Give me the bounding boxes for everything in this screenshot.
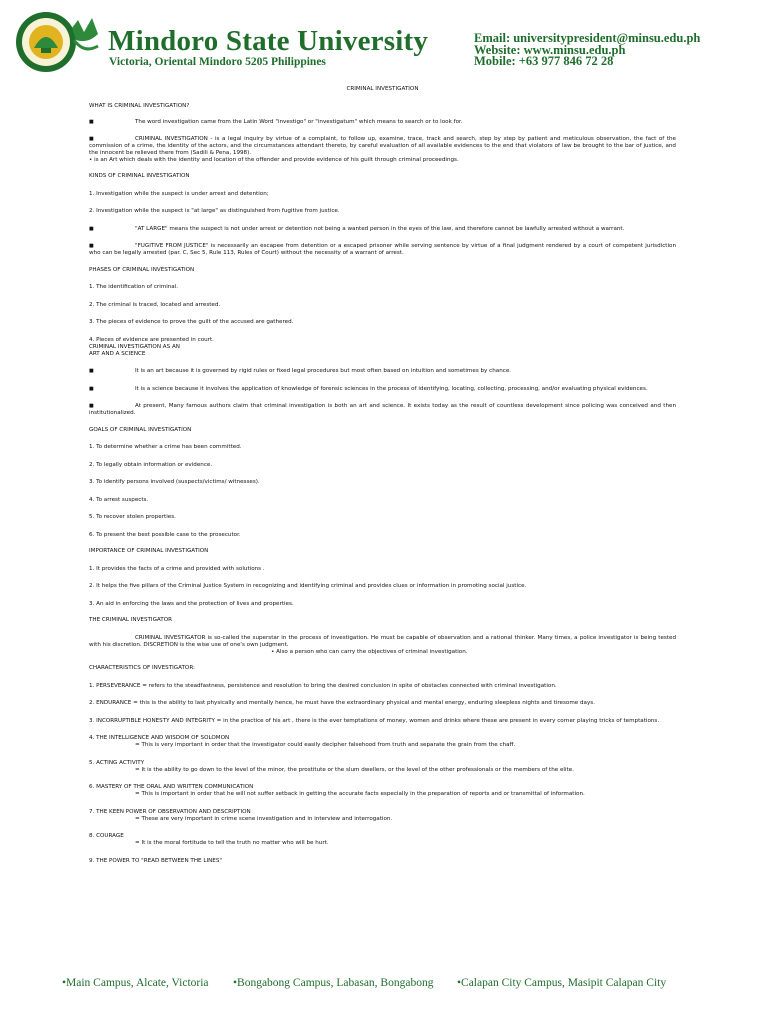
square-bullet-icon xyxy=(89,403,135,410)
list-item: 2. It helps the five pillars of the Criminal Justice System in recognizing and identifying criminal and provides clues or information in promoting social justice. xyxy=(89,583,527,589)
contact-block xyxy=(474,33,700,68)
list-item: 2. To legally obtain information or evidence. xyxy=(89,461,213,468)
paragraph xyxy=(89,635,676,649)
section-heading: GOALS OF CRIMINAL INVESTIGATION xyxy=(89,426,192,433)
document-body xyxy=(89,85,676,865)
contact-mobile: Mobile: +63 977 846 72 28 xyxy=(474,54,614,68)
university-seal-logo xyxy=(14,10,102,74)
square-bullet-icon xyxy=(89,136,135,143)
section-heading: WHAT IS CRIMINAL INVESTIGATION? xyxy=(89,102,190,109)
section-heading: PHASES OF CRIMINAL INVESTIGATION xyxy=(89,266,195,273)
list-item: 1. Investigation while the suspect is under arrest and detention; xyxy=(89,190,269,197)
list-item-detail: = It is the ability to go down to the level of the minor, the prostitute or the slum dwellers, or the level of the other professionals or the members of the elite. xyxy=(135,766,574,773)
section-heading: KINDS OF CRIMINAL INVESTIGATION xyxy=(89,173,190,179)
list-item: 5. To recover stolen properties. xyxy=(89,514,176,520)
square-bullet-icon xyxy=(89,226,135,233)
section-heading: THE CRIMINAL INVESTIGATOR xyxy=(89,617,173,623)
square-bullet-icon xyxy=(89,386,135,393)
section-heading: IMPORTANCE OF CRIMINAL INVESTIGATION xyxy=(89,548,209,554)
campus-footer xyxy=(0,977,768,991)
list-item: 8. COURAGE xyxy=(89,833,124,839)
list-item: 4. THE INTELLIGENCE AND WISDOM OF SOLOMON xyxy=(89,735,230,741)
list-item: 3. INCORRUPTIBLE HONESTY AND INTEGRITY = in the practice of his art , there is the ever temptations of money, women and drinks where these are present in every corner playing tricks of temptations. xyxy=(89,717,660,724)
paragraph-text: At present, Many famous authors claim that criminal investigation is both an art and science. It exists today as the result of countless development since policing was conceived and then institutionalized. xyxy=(89,403,676,416)
list-item: 5. ACTING ACTIVITY xyxy=(89,759,145,766)
list-item: 1. To determine whether a crime has been committed. xyxy=(89,444,242,450)
university-address: Victoria, Oriental Mindoro 5205 Philippines xyxy=(109,56,326,68)
paragraph-text: It is a science because it involves the application of knowledge of forensic sciences in the process of identifying, locating, collecting, processing, and/or evaluating physical evidences. xyxy=(135,385,648,392)
list-item-detail: = These are very important in crime scene investigation and in interview and interrogation. xyxy=(135,815,393,822)
campus-bongabong: •Bongabong Campus, Labasan, Bongabong xyxy=(233,977,434,989)
paragraph-text: The word investigation came from the Latin Word "investigo" or "investigatum" which means to search or to look for. xyxy=(135,119,463,125)
list-item: 2. The criminal is traced, located and arrested. xyxy=(89,301,221,308)
campus-main: •Main Campus, Alcate, Victoria xyxy=(62,977,209,989)
list-item: 2. Investigation while the suspect is "at large" as distinguished from fugitive from justice. xyxy=(89,208,340,214)
list-item: 3. An aid in enforcing the laws and the protection of lives and properties. xyxy=(89,600,294,607)
campus-calapan: •Calapan City Campus, Masipit Calapan City xyxy=(457,977,667,989)
square-bullet-icon xyxy=(89,243,135,250)
bullet-paragraph xyxy=(89,368,676,375)
list-item: 4. To arrest suspects. xyxy=(89,496,149,503)
list-item: 7. THE KEEN POWER OF OBSERVATION AND DESCRIPTION xyxy=(89,808,251,815)
bullet-paragraph xyxy=(89,403,676,417)
list-item-detail: = This is important in order that he will not suffer setback in getting the accurate facts especially in the preparation of reports and or transmittal of information. xyxy=(135,791,585,797)
section-heading: CHARACTERISTICS OF INVESTIGATOR: xyxy=(89,665,195,671)
paragraph-text: CRIMINAL INVESTIGATOR is so-called the superstar in the process of investigation. He must be capable of observation and a rational thinker. Many times, a police investigator is being tested with his discretion. DISCRETION is the wise use of one's own judgment. xyxy=(89,634,676,648)
paragraph: • is an Art which deals with the identity and location of the offender and provide evidence of his guilt through criminal proceedings. xyxy=(89,156,459,163)
contact-email: Email: universitypresident@minsu.edu.ph xyxy=(474,31,701,45)
contact-website: Website: www.minsu.edu.ph xyxy=(474,42,626,57)
bullet-paragraph xyxy=(89,386,676,393)
square-bullet-icon xyxy=(89,368,135,375)
bullet-paragraph xyxy=(89,119,676,126)
document-title: CRIMINAL INVESTIGATION xyxy=(346,86,419,92)
list-item: • Also a person who can carry the objectives of criminal investigation. xyxy=(271,648,468,655)
paragraph-text: "FUGITIVE FROM JUSTICE" is necessarily an escapee from detention or a escaped prisoner while serving sentence by virtue of a final judgment rendered by a court of competent jurisdiction who can be legally arrested (par. C, Sec 5, Rule 113, Rules of Court) without the necessity of a warrant of arrest. xyxy=(89,243,676,256)
list-item: 3. To identify persons involved (suspects/victims/ witnesses). xyxy=(89,479,260,485)
letterhead xyxy=(0,0,768,84)
section-heading: ART AND A SCIENCE xyxy=(89,350,146,357)
section-heading: CRIMINAL INVESTIGATION AS AN xyxy=(89,343,180,350)
list-item: 6. MASTERY OF THE ORAL AND WRITTEN COMMUNICATION xyxy=(89,784,254,790)
bullet-paragraph xyxy=(89,243,676,257)
list-item: 1. PERSEVERANCE = refers to the steadfastness, persistence and resolution to bring the desired conclusion in spite of obstacles connected with criminal investigation. xyxy=(89,682,557,689)
list-item: 6. To present the best possible case to the prosecutor. xyxy=(89,531,241,538)
list-item-detail: = It is the moral fortitude to tell the truth no matter who will be hurt. xyxy=(135,840,329,846)
paragraph-text: "AT LARGE" means the suspect is not under arrest or detention not being a wanted person in the eyes of the law, and therefore cannot be lawfully arrested without a warrant. xyxy=(135,225,625,232)
paragraph-text: It is an art because it is governed by rigid rules or fixed legal procedures but most often based on intuition and sometimes by chance. xyxy=(135,368,512,374)
list-item: 1. It provides the facts of a crime and provided with solutions . xyxy=(89,565,265,572)
list-item: 3. The pieces of evidence to prove the guilt of the accused are gathered. xyxy=(89,319,294,325)
bullet-paragraph xyxy=(89,136,676,157)
list-item: 4. Pieces of evidence are presented in court. xyxy=(89,336,214,343)
paragraph-text: CRIMINAL INVESTIGATION - is a legal inquiry by virtue of a complaint, to follow up, examine, trace, track and search, step by step by patient and meticulous observation, the fact of the commission of a crime, the identity of the actors, and the circumstances attendant thereto, by careful evaluation of all available evidences to the end that violators of law be brought to the bar of justice, and the innocent be relieved there from (Sadili & Pena, 1998). xyxy=(89,135,676,156)
list-item-detail: = This is very important in order that the investigator could easily decipher falsehood from truth and separate the grain from the chaff. xyxy=(135,742,516,748)
list-item: 1. The identification of criminal. xyxy=(89,284,179,290)
square-bullet-icon xyxy=(89,119,135,126)
list-item: 2. ENDURANCE = this is the ability to last physically and mentally hence, he must have the extraordinary physical and mental energy, enduring sleepless nights and tiresome days. xyxy=(89,700,595,706)
bullet-paragraph xyxy=(89,226,676,233)
list-item: 9. THE POWER TO "READ BETWEEN THE LINES" xyxy=(89,857,222,864)
university-name: Mindoro State University xyxy=(108,25,429,57)
